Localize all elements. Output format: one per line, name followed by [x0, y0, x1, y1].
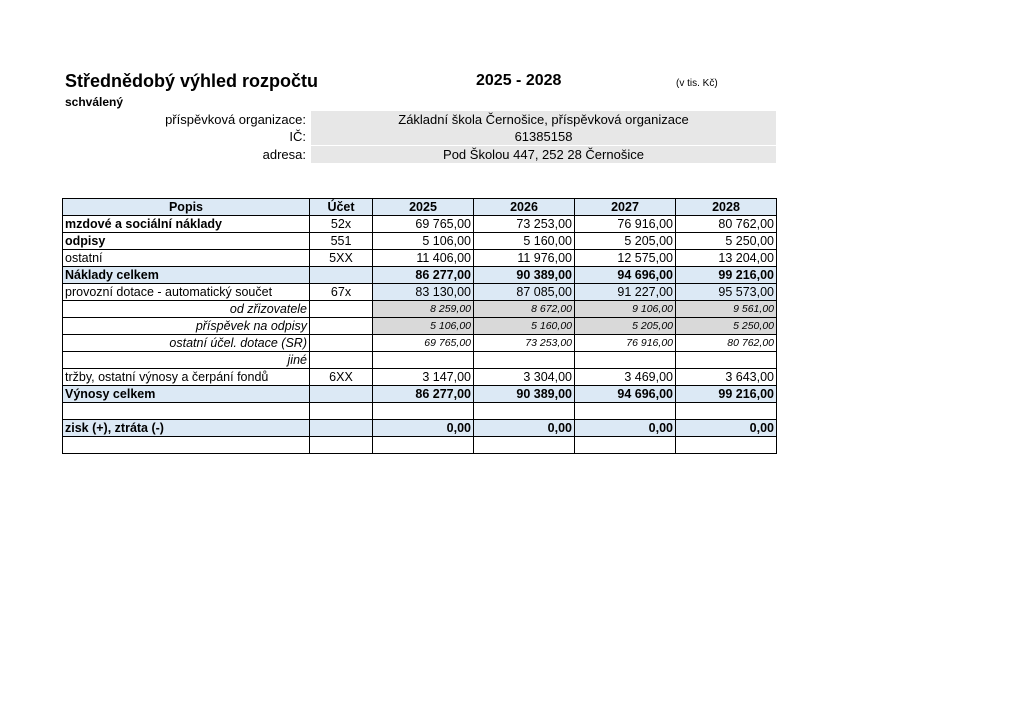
cell-value: 99 216,00	[676, 267, 777, 284]
row-label: příspěvek na odpisy	[63, 318, 310, 335]
row-label: mzdové a sociální náklady	[63, 216, 310, 233]
cell-value: 73 253,00	[474, 335, 575, 352]
cell-value: 94 696,00	[575, 386, 676, 403]
col-header-popis: Popis	[63, 199, 310, 216]
row-account	[310, 386, 373, 403]
row-label: tržby, ostatní výnosy a čerpání fondů	[63, 369, 310, 386]
col-header-2027: 2027	[575, 199, 676, 216]
table-row-result	[63, 420, 777, 437]
cell-value: 5 205,00	[575, 233, 676, 250]
col-header-ucet: Účet	[310, 199, 373, 216]
org-label: příspěvková organizace:	[165, 112, 306, 127]
cell-value: 86 277,00	[373, 386, 474, 403]
cell-value: 94 696,00	[575, 267, 676, 284]
budget-table	[62, 198, 777, 454]
cell-value: 3 469,00	[575, 369, 676, 386]
row-account	[310, 352, 373, 369]
table-row	[63, 369, 777, 386]
cell-value: 76 916,00	[575, 216, 676, 233]
row-label: od zřizovatele	[63, 301, 310, 318]
cell-value: 8 259,00	[373, 301, 474, 318]
cell-value: 3 304,00	[474, 369, 575, 386]
empty-row	[63, 437, 777, 454]
empty-row	[63, 403, 777, 420]
year-range: 2025 - 2028	[476, 72, 562, 89]
org-value: Základní škola Černošice, příspěvková organizace	[311, 111, 776, 128]
row-account	[310, 267, 373, 284]
col-header-2026: 2026	[474, 199, 575, 216]
cell-value: 11 406,00	[373, 250, 474, 267]
cell-value: 76 916,00	[575, 335, 676, 352]
cell-value: 5 160,00	[474, 318, 575, 335]
row-account: 67x	[310, 284, 373, 301]
cell-value: 3 147,00	[373, 369, 474, 386]
row-account: 551	[310, 233, 373, 250]
cell-value	[575, 352, 676, 369]
cell-value: 5 106,00	[373, 318, 474, 335]
col-header-2028: 2028	[676, 199, 777, 216]
cell-value: 90 389,00	[474, 267, 575, 284]
table-row	[63, 318, 777, 335]
address-value: Pod Školou 447, 252 28 Černošice	[311, 146, 776, 163]
cell-value: 11 976,00	[474, 250, 575, 267]
table-row	[63, 250, 777, 267]
cell-value: 95 573,00	[676, 284, 777, 301]
row-account: 5XX	[310, 250, 373, 267]
cell-value	[474, 352, 575, 369]
cell-value: 9 561,00	[676, 301, 777, 318]
row-account	[310, 420, 373, 437]
row-account	[310, 335, 373, 352]
table-row-total	[63, 267, 777, 284]
row-account: 52x	[310, 216, 373, 233]
cell-value: 83 130,00	[373, 284, 474, 301]
cell-value: 73 253,00	[474, 216, 575, 233]
table-row	[63, 335, 777, 352]
cell-value: 5 106,00	[373, 233, 474, 250]
row-account	[310, 301, 373, 318]
cell-value	[373, 352, 474, 369]
row-label: Výnosy celkem	[63, 386, 310, 403]
row-label: Náklady celkem	[63, 267, 310, 284]
table-row	[63, 352, 777, 369]
cell-value: 5 205,00	[575, 318, 676, 335]
cell-value: 87 085,00	[474, 284, 575, 301]
cell-value: 9 106,00	[575, 301, 676, 318]
cell-value: 0,00	[575, 420, 676, 437]
row-label: provozní dotace - automatický součet	[63, 284, 310, 301]
approval-status: schválený	[65, 95, 124, 109]
row-label: jiné	[63, 352, 310, 369]
row-label: ostatní účel. dotace (SR)	[63, 335, 310, 352]
cell-value	[676, 352, 777, 369]
cell-value: 86 277,00	[373, 267, 474, 284]
table-row-total	[63, 386, 777, 403]
cell-value: 80 762,00	[676, 335, 777, 352]
cell-value: 3 643,00	[676, 369, 777, 386]
row-label: odpisy	[63, 233, 310, 250]
cell-value: 8 672,00	[474, 301, 575, 318]
cell-value: 0,00	[474, 420, 575, 437]
cell-value: 80 762,00	[676, 216, 777, 233]
row-account	[310, 318, 373, 335]
address-label: adresa:	[262, 147, 306, 162]
unit-note: (v tis. Kč)	[676, 78, 718, 89]
ic-value: 61385158	[311, 128, 776, 145]
table-row	[63, 233, 777, 250]
cell-value: 12 575,00	[575, 250, 676, 267]
cell-value: 69 765,00	[373, 216, 474, 233]
col-header-2025: 2025	[373, 199, 474, 216]
cell-value: 5 250,00	[676, 233, 777, 250]
cell-value: 0,00	[676, 420, 777, 437]
row-account: 6XX	[310, 369, 373, 386]
cell-value: 0,00	[373, 420, 474, 437]
cell-value: 13 204,00	[676, 250, 777, 267]
cell-value: 90 389,00	[474, 386, 575, 403]
table-row	[63, 301, 777, 318]
cell-value: 69 765,00	[373, 335, 474, 352]
table-row	[63, 284, 777, 301]
row-label: ostatní	[63, 250, 310, 267]
row-label: zisk (+), ztráta (-)	[63, 420, 310, 437]
table-row	[63, 216, 777, 233]
page-title: Střednědobý výhled rozpočtu	[65, 71, 319, 91]
cell-value: 99 216,00	[676, 386, 777, 403]
cell-value: 5 250,00	[676, 318, 777, 335]
ic-label: IČ:	[289, 129, 306, 144]
table-header-row	[63, 199, 777, 216]
cell-value: 91 227,00	[575, 284, 676, 301]
cell-value: 5 160,00	[474, 233, 575, 250]
